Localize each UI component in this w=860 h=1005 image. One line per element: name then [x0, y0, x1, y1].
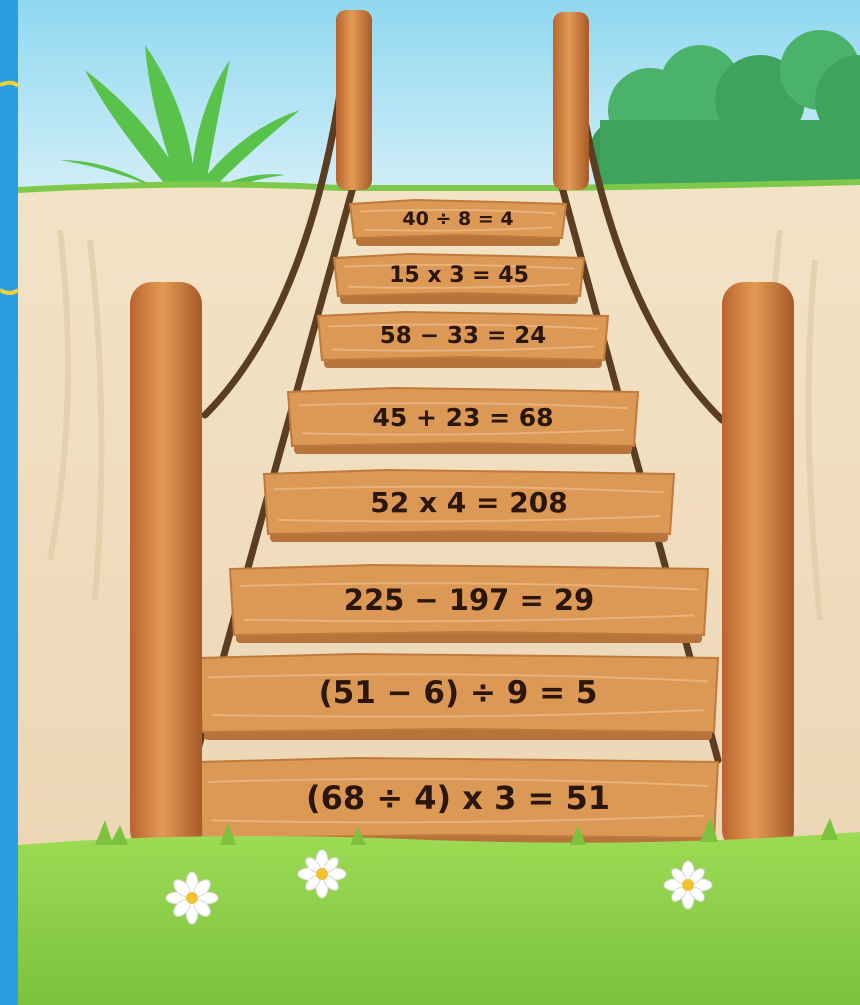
equation-label: 225 − 197 = 29	[343, 583, 595, 617]
equation-label: 40 ÷ 8 = 4	[402, 208, 514, 230]
grass	[18, 832, 860, 1005]
equation-label: (68 ÷ 4) x 3 = 51	[306, 779, 610, 817]
equation-label: (51 − 6) ÷ 9 = 5	[318, 675, 598, 711]
frame-strip	[0, 0, 18, 1005]
equation-label: 45 + 23 = 68	[372, 402, 554, 432]
equation-label: 52 x 4 = 208	[370, 485, 568, 519]
plank-4[interactable]	[288, 388, 638, 446]
equation-label: 15 x 3 = 45	[389, 262, 529, 288]
post-back-left	[336, 10, 372, 190]
plank-5[interactable]	[264, 470, 674, 534]
plank-6[interactable]	[230, 565, 708, 635]
post-back-right	[553, 12, 589, 190]
equation-label: 58 − 33 = 24	[379, 323, 547, 349]
plank-1[interactable]	[350, 200, 566, 238]
plank-3[interactable]	[318, 312, 608, 360]
plank-8[interactable]	[198, 758, 718, 838]
plank-7[interactable]	[198, 654, 718, 732]
post-front-right	[722, 282, 794, 852]
plank-2[interactable]	[334, 254, 584, 296]
post-front-left	[130, 282, 202, 852]
